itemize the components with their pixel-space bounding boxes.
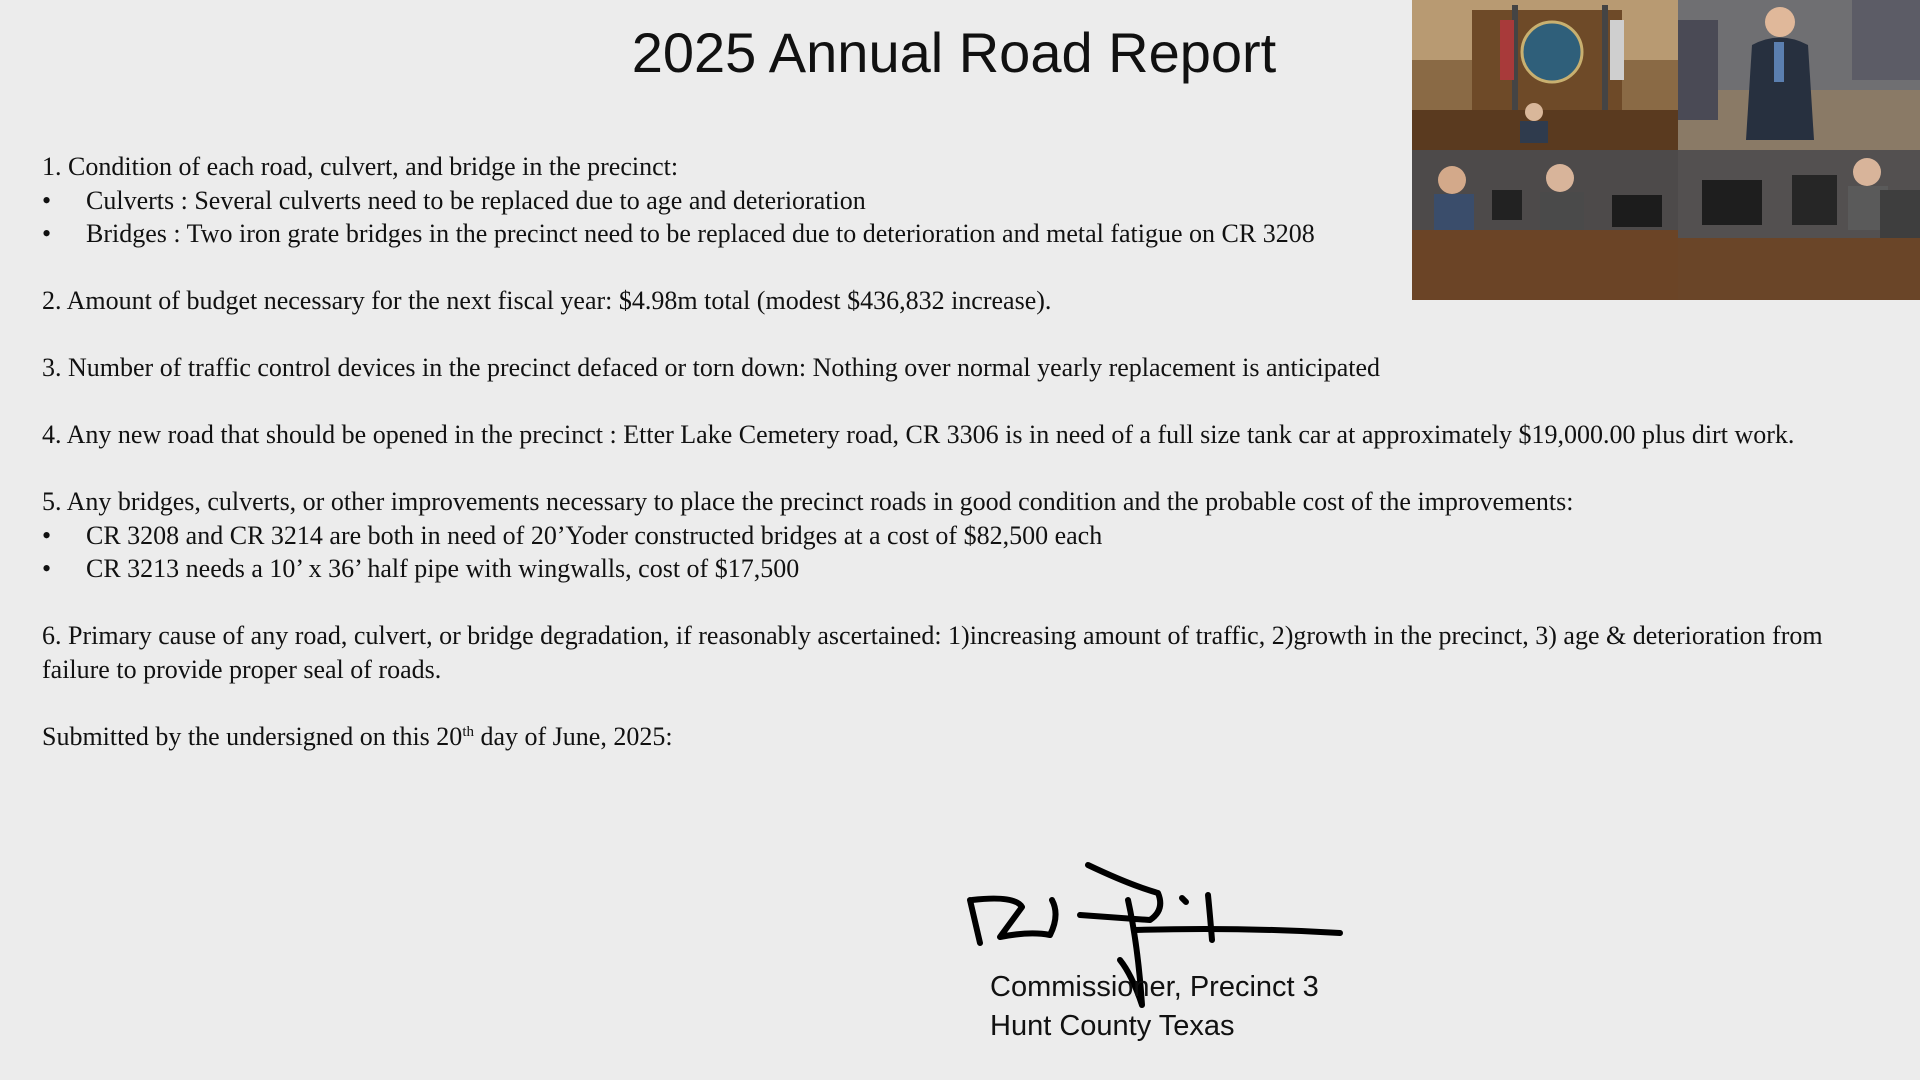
item-5-bullet-half-pipe: • CR 3213 needs a 10’ x 36’ half pipe with wingwalls, cost of $17,500 xyxy=(42,552,1892,586)
signature-title: Commissioner, Precinct 3 xyxy=(990,971,1319,1003)
bullet-marker: • xyxy=(42,554,52,583)
item-3-traffic-devices: 3. Number of traffic control devices in the precinct defaced or torn down: Nothing over normal yearly replacement is anticipated xyxy=(42,353,1381,382)
signature-block xyxy=(990,968,1319,1046)
submitted-line: Submitted by the undersigned on this 20th day of June, 2025: xyxy=(42,721,673,751)
report-title: 2025 Annual Road Report xyxy=(631,21,1277,84)
item-1-bullet-bridges: • Bridges : Two iron grate bridges in the precinct need to be replaced due to deterioration and metal fatigue on CR 3208 xyxy=(42,217,1892,251)
signature-county: Hunt County Texas xyxy=(990,1010,1235,1042)
item-2-budget: 2. Amount of budget necessary for the next fiscal year: $4.98m total (modest $436,832 increase). xyxy=(42,286,1052,315)
item-6-degradation: 6. Primary cause of any road, culvert, or bridge degradation, if reasonably ascertained: 1)increasing amount of traffic, 2)growth in the precinct, 3) age & deterioration from failure to provide proper seal of roads. xyxy=(42,621,1823,684)
item-5-bullet-bridges: • CR 3208 and CR 3214 are both in need of 20’Yoder constructed bridges at a cost of $82,500 each xyxy=(42,519,1892,553)
item-1-heading: 1. Condition of each road, culvert, and bridge in the precinct: xyxy=(42,152,679,181)
item-4-new-road: 4. Any new road that should be opened in the precinct : Etter Lake Cemetery road, CR 3306 is in need of a full size tank car at approximately $19,000.00 plus dirt work. xyxy=(42,420,1795,449)
video-tile-judge-bench xyxy=(1412,0,1678,150)
video-feed xyxy=(1412,0,1920,300)
item-5-heading: 5. Any bridges, culverts, or other improvements necessary to place the precinct roads in good condition and the probable cost of the improvements: xyxy=(42,487,1574,516)
bullet-marker: • xyxy=(42,520,52,550)
video-tile-commissioners-right xyxy=(1678,150,1920,300)
bullet-marker: • xyxy=(42,219,52,248)
item-1-bullet-culverts: • Culverts : Several culverts need to be replaced due to age and deterioration xyxy=(42,184,1892,218)
video-tile-commissioners-left xyxy=(1412,150,1678,300)
bullet-marker: • xyxy=(42,185,52,215)
video-tile-speaker xyxy=(1678,0,1920,150)
